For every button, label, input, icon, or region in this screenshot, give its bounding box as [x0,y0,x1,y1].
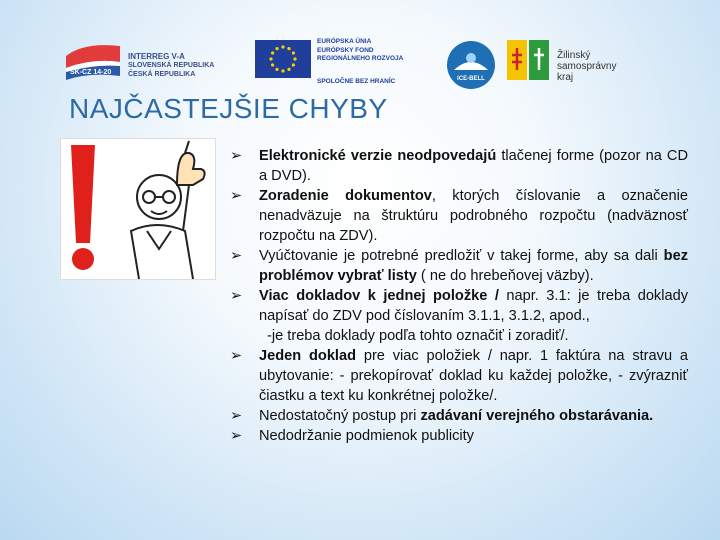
eu-logo [255,36,430,94]
eu-subtitle: SPOLOČNE BEZ HRANÍC [317,78,396,85]
list-item [230,246,688,286]
list-item [230,146,688,186]
eu-line-2: EURÓPSKY FOND [317,46,374,54]
list-item [230,406,688,426]
item-bold: Zoradenie dokumentov [259,188,432,204]
interreg-emblem-icon [64,36,122,88]
arrow-bullet-icon: ➢ [230,288,243,304]
interreg-line-2: SLOVENSKÁ REPUBLIKA [128,62,215,69]
item-bold: Jeden doklad [259,348,357,364]
eu-line-3: REGIONÁLNEHO ROZVOJA [317,55,404,62]
item-text: , ktorých číslovanie a označenie nenadväzuje na štruktúru podrobného rozpočtu (nadväznosť rozpočtu na ZDV). [259,188,688,244]
item-bold: Elektronické verzie neodpovedajú [259,148,497,164]
list-item [230,186,688,246]
arrow-bullet-icon: ➢ [230,148,243,164]
arrow-bullet-icon: ➢ [230,348,243,364]
zsk-logo [507,36,647,92]
item-text: napr. 3.1: je treba doklady napísať do ZDV pod číslovaním 3.1.1, 3.1.2, apod., [259,288,689,324]
errors-list [230,146,688,446]
item-bold: Viac dokladov k jednej položke / [259,288,499,304]
eu-line-1: EURÓPSKA ÚNIA [317,38,372,45]
zsk-label: Žilinský samosprávny kraj [557,50,617,83]
illustration-exclamation-man [60,138,216,280]
item-text: Nedostatočný postup pri [259,408,421,424]
item-bold: bez problémov vybrať listy [259,248,688,284]
item-text: tlačenej forme (pozor na CD a DVD). [259,148,689,184]
item-text: Vyúčtovanie je potrebné predložiť v takej forme, aby sa dali [259,248,664,264]
item-text-continued: -je treba doklady podľa tohto označiť i zoradiť/. [267,328,569,344]
item-text: Nedodržanie podmienok publicity [259,428,474,444]
interreg-badge: SK-CZ 14-20 [70,69,112,76]
page-title: NAJČASTEJŠIE CHYBY [69,93,388,124]
list-item [230,426,688,446]
item-text: pre viac položiek / napr. 1 faktúra na stravu a ubytovanie: - prekopírovať doklad ku každej položke, - zvýrazniť čiastku a text ku konkrétnej položke/. [259,348,688,404]
arrow-bullet-icon: ➢ [230,428,243,444]
ice-bell-logo-icon [446,40,496,90]
partner-logos [0,26,720,96]
item-text: ( ne do hrebeňovej väzby). [416,268,594,284]
arrow-bullet-icon: ➢ [230,408,243,424]
item-bold: zadávaní verejného obstarávania. [420,408,654,424]
interreg-line-3: ČESKÁ REPUBLIKA [128,71,196,78]
zsk-crest-icon [507,40,551,84]
ice-bell-label: ICE-BELL [457,76,485,82]
list-item [230,346,688,406]
interreg-logo [64,36,234,88]
arrow-bullet-icon: ➢ [230,248,243,264]
list-item [230,286,688,346]
interreg-line-1: INTERREG V-A [128,52,185,61]
eu-flag-icon [255,40,311,78]
arrow-bullet-icon: ➢ [230,188,243,204]
